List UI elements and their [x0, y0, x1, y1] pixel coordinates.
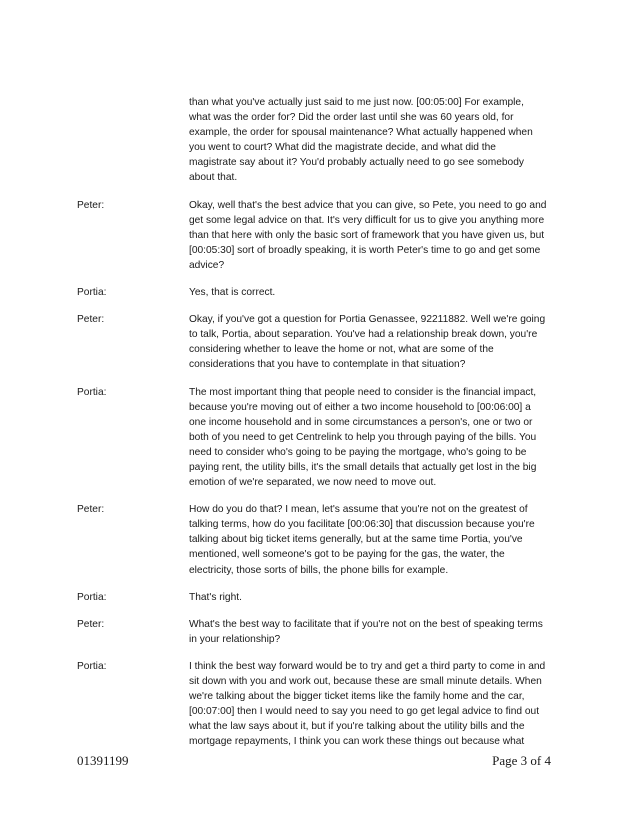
text-line: mortgage repayments, I think you can work these things out because what	[189, 736, 525, 748]
text-line: than that here with only the basic sort of framework that you have given us, but	[189, 229, 545, 241]
transcript-body	[0, 95, 638, 761]
text-line: about that.	[189, 172, 238, 184]
utterance-text	[189, 659, 551, 750]
utterance-text	[189, 385, 551, 491]
utterance-text	[189, 95, 551, 186]
text-line: Okay, well that's the best advice that you can give, so Pete, you need to go and	[189, 199, 547, 211]
text-line: electricity, those sorts of bills, the phone bills for example.	[189, 564, 449, 576]
speaker-label: Portia:	[77, 386, 107, 398]
utterance-text	[189, 502, 551, 577]
text-line: mentioned, well someone's got to be paying for the gas, the water, the	[189, 549, 505, 561]
text-line: Yes, that is correct.	[189, 287, 276, 299]
text-line: Okay, if you've got a question for Portia Genassee, 92211882. Well we're going	[189, 314, 546, 326]
text-line: you went to court? What did the magistrate decide, and what did the	[189, 142, 496, 154]
text-line: example, the order for spousal maintenance? What actually happened when	[189, 127, 533, 139]
text-line: what was the order for? Did the order last until she was 60 years old, for	[189, 112, 514, 124]
utterance-text	[189, 617, 551, 647]
page-number: Page 3 of 4	[492, 753, 551, 768]
text-line: in your relationship?	[189, 633, 281, 645]
text-line: magistrate say about it? You'd probably actually need to go see somebody	[189, 157, 524, 169]
text-line: talking about big ticket items generally, but at the same time Portia, you've	[189, 534, 523, 546]
transcript-entry	[0, 590, 638, 605]
transcript-entry	[0, 502, 638, 577]
speaker-label: Portia:	[77, 591, 107, 603]
text-line: How do you do that? I mean, let's assume that you're not on the greatest of	[189, 504, 528, 516]
text-line: need to consider who's going to be paying the mortgage, who's going to be	[189, 446, 527, 458]
transcript-entry	[0, 617, 638, 647]
text-line: get some legal advice on that. It's very difficult for us to give you anything more	[189, 214, 545, 226]
text-line: considering whether to leave the home or not, what are some of the	[189, 344, 494, 356]
text-line: What's the best way to facilitate that if you're not on the best of speaking terms	[189, 618, 543, 630]
transcript-entry	[0, 385, 638, 491]
text-line: paying rent, the utility bills, it's the small details that actually get lost in the big	[189, 461, 537, 473]
text-line: because you're moving out of either a two income household to [00:06:00] a	[189, 401, 531, 413]
text-line: we're talking about the bigger ticket items like the family home and the car,	[189, 691, 525, 703]
text-line: to talk, Portia, about separation. You've had a relationship break down, you're	[189, 329, 538, 341]
speaker-label: Portia:	[77, 287, 107, 299]
speaker-label: Peter:	[77, 618, 105, 630]
text-line: considerations that you have to contemplate in that situation?	[189, 359, 466, 371]
text-line: what the law says about it, but if you're talking about the utility bills and the	[189, 721, 525, 733]
speaker-label: Peter:	[77, 314, 105, 326]
utterance-text	[189, 198, 551, 273]
speaker-label: Peter:	[77, 199, 105, 211]
utterance-text	[189, 590, 551, 605]
transcript-entry	[0, 312, 638, 372]
transcript-entry	[0, 198, 638, 273]
text-line: emotion of we're separated, we now need to move out.	[189, 477, 437, 489]
text-line: both of you need to get Centrelink to help you through paying of the bills. You	[189, 431, 537, 443]
text-line: advice?	[189, 259, 225, 271]
text-line: That's right.	[189, 591, 242, 603]
speaker-label: Portia:	[77, 660, 107, 672]
text-line: The most important thing that people need to consider is the financial impact,	[189, 386, 537, 398]
text-line: than what you've actually just said to me just now. [00:05:00] For example,	[189, 97, 524, 108]
transcript-entry	[0, 659, 638, 750]
text-line: sit down with you and work out, because these are small minute details. When	[189, 676, 542, 687]
text-line: [00:05:30] sort of broadly speaking, it is worth Peter's time to go and get some	[189, 244, 541, 256]
utterance-text	[189, 285, 551, 300]
text-line: one income household and in some circumstances a person's, one or two or	[189, 416, 533, 428]
transcript-entry	[0, 285, 638, 300]
transcript-entry	[0, 95, 638, 186]
document-id: 01391199	[77, 753, 129, 768]
text-line: talking terms, how do you facilitate [00:06:30] that discussion because you're	[189, 519, 535, 531]
text-line: [00:07:00] then I would need to say you need to go get legal advice to find out	[189, 706, 540, 718]
utterance-text	[189, 312, 551, 372]
text-line: I think the best way forward would be to try and get a third party to come in and	[189, 660, 546, 672]
speaker-label: Peter:	[77, 504, 105, 516]
